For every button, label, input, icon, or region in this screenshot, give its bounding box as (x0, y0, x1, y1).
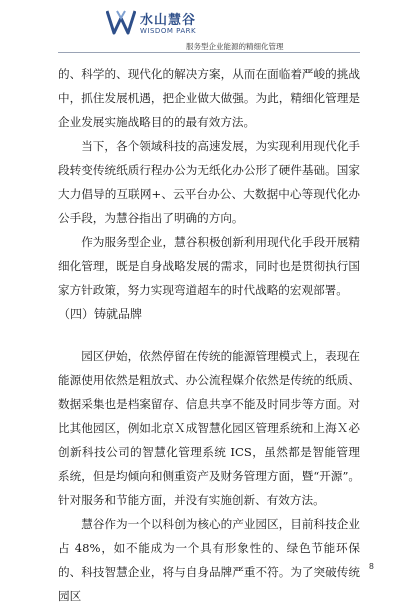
page-header (0, 0, 412, 56)
document-body (58, 62, 360, 608)
page-number: 8 (368, 562, 374, 571)
paragraph-2: 当下，各个领域科技的高速发展，为实现利用现代化手段转变传统纸质行程办公为无纸化办公形了硬件基础。国家大力倡导的互联网+、云平台办公、大数据中心等现代化办公手段，为慧谷指出了明确的方向。 (58, 139, 360, 225)
paragraph-4: 园区伊始，依然停留在传统的能源管理模式上，表现在能源使用依然是粗放式、办公流程媒介依然是传统的纸质、数据采集也是档案留存、信息共享不能及时同步等方面。对比其他园区，例如北京Ｘ成智慧化园区管理系统和上海Ｘ必创新科技公司的智慧化管理系统 ICS，虽然都是智能管理系统，但是均倾向和侧重资产及财务管理方面，暨“开源”。针对服务和节能方面，并没有实施创新、有效方法。 (58, 349, 360, 507)
section-heading: （四）铸就品牌 (58, 307, 143, 321)
header-tagline: 服务型企业能源的精细化管理 (186, 42, 284, 51)
paragraph-1: 的、科学的、现代化的解决方案，从而在面临着严峻的挑战中，抓住发展机遇，把企业做大做强。为此，精细化管理是企业发展实施战略目的的最有效方法。 (58, 67, 360, 129)
header-divider (58, 52, 360, 53)
section-spacer (58, 326, 360, 344)
wisdom-park-logo-icon (106, 8, 136, 36)
logo-english-name: WISDOM PARK (140, 27, 197, 35)
paragraph-3: 作为服务型企业，慧谷积极创新利用现代化手段开展精细化管理，既是自身战略发展的需求，同时也是贯彻执行国家方针政策，努力实现弯道超车的时代战略的宏观部署。 (58, 235, 360, 297)
paragraph-5: 慧谷作为一个以科创为核心的产业园区，目前科技企业占 48%，如不能成为一个具有形象性的、绿色节能环保的、科技智慧企业，将与自身品牌严重不符。为了突破传统园区 (58, 517, 360, 603)
logo-chinese-name: 水山慧谷 (140, 13, 197, 28)
